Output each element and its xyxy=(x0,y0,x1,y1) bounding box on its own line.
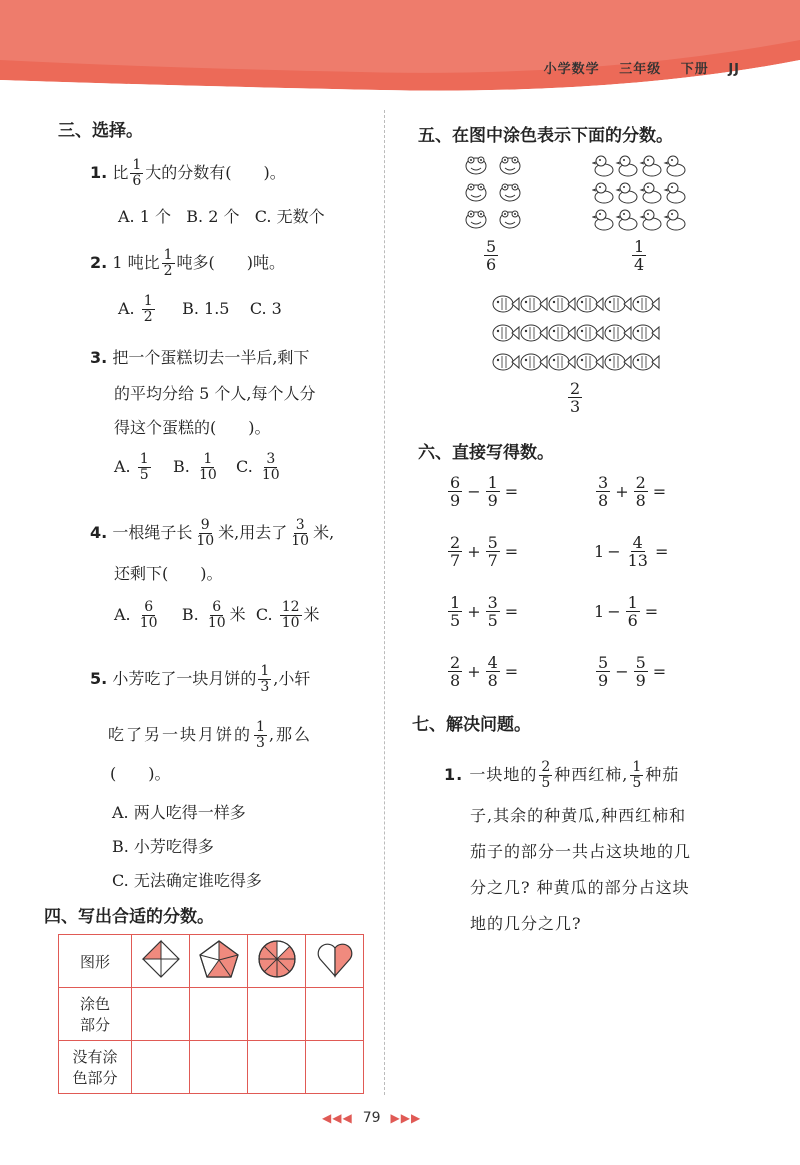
s7-q1-line2: 子,其余的种黄瓜,种西红柿和 xyxy=(470,806,687,825)
option-c[interactable]: C. 3 xyxy=(249,299,282,318)
calc-item-8[interactable]: $\frac{5}{9}$ − $\frac{5}{9}$ = xyxy=(598,653,667,690)
option-a[interactable]: A. $\frac{6}{10}$ xyxy=(114,599,158,631)
calc-item-6[interactable]: 1 − $\frac{1}{6}$ = xyxy=(594,593,659,630)
shape-square-quarters xyxy=(132,935,190,988)
s3-question-2 xyxy=(90,248,285,279)
calc-item-7[interactable]: $\frac{2}{8}$ + $\frac{4}{8}$ = xyxy=(450,653,519,690)
s7-question-1: 1. 一块地的 $\frac{2}{5}$ 种西红柿, $\frac{1}{5}$ 种茄 xyxy=(444,759,680,791)
option-b[interactable]: B. 2 个 xyxy=(186,207,240,226)
frog-icons-grid[interactable] xyxy=(462,152,526,234)
option-a[interactable]: A. 两人吃得一样多 xyxy=(112,803,246,822)
option-b[interactable]: B. $\frac{1}{10}$ xyxy=(173,451,217,483)
shape-circle-eighths xyxy=(248,935,306,988)
q-number: 1. xyxy=(444,765,464,784)
calc-item-2[interactable]: $\frac{3}{8}$ + $\frac{2}{8}$ = xyxy=(598,473,667,510)
section6-title: 六、直接写得数。 xyxy=(418,443,554,463)
s7-q1-line5: 地的几分之几? xyxy=(470,914,582,933)
calc-item-1[interactable]: $\frac{6}{9}$ − $\frac{1}{9}$ = xyxy=(450,473,519,510)
option-c[interactable]: C. $\frac{12}{10}$ 米 xyxy=(255,599,320,631)
s3-q4-line2: 还剩下( )。 xyxy=(114,564,223,583)
answer-cell[interactable] xyxy=(190,1041,248,1094)
s3-question-1 xyxy=(90,158,286,189)
q-number: 3. xyxy=(90,348,108,367)
s3-q2-options xyxy=(118,294,282,325)
answer-cell[interactable] xyxy=(132,1041,190,1094)
option-a[interactable]: A. $\frac{1}{5}$ xyxy=(114,451,149,483)
section3-title: 三、选择。 xyxy=(58,121,143,141)
calc-item-5[interactable]: $\frac{1}{5}$ + $\frac{3}{5}$ = xyxy=(450,593,519,630)
fraction: $\frac{1}{6}$ xyxy=(132,157,142,189)
s3-q4-options xyxy=(114,600,320,631)
answer-cell[interactable] xyxy=(132,988,190,1041)
s7-q1-line3: 茄子的部分一共占这块地的几 xyxy=(470,842,692,861)
fraction: $\frac{1}{2}$ xyxy=(163,247,173,279)
header-info xyxy=(530,58,740,77)
q-text: 把一个蛋糕切去一半后,剩下 xyxy=(112,348,310,367)
section4-title: 四、写出合适的分数。 xyxy=(44,907,214,927)
fraction-label-group2: $\frac{1}{4}$ xyxy=(634,237,645,274)
shape-heart-halves xyxy=(306,935,364,988)
s3-question-4: 4. 一根绳子长 $\frac{9}{10}$ 米,用去了 $\frac{3}{10}$ 米, xyxy=(90,517,335,549)
option-a[interactable]: A. 1 个 xyxy=(118,207,171,226)
row-label-shaded: 涂色 部分 xyxy=(59,988,132,1041)
row-label-unshaded: 没有涂 色部分 xyxy=(59,1041,132,1094)
s3-q3-line2: 的平均分给 5 个人,每个人分 xyxy=(114,384,316,403)
option-c[interactable]: C. $\frac{3}{10}$ xyxy=(236,451,280,483)
q-number: 4. xyxy=(90,523,108,542)
s3-question-5: 5. 小芳吃了一块月饼的 $\frac{1}{3}$ ,小轩 xyxy=(90,663,311,695)
q-text: 吨多( )吨。 xyxy=(176,253,286,272)
option-a[interactable]: A. $\frac{1}{2}$ xyxy=(118,293,153,325)
option-c[interactable]: C. 无法确定谁吃得多 xyxy=(112,871,262,890)
option-b[interactable]: B. 小芳吃得多 xyxy=(112,837,214,856)
q-number: 2. xyxy=(90,253,108,272)
s3-q3-options xyxy=(114,452,284,483)
q-number: 5. xyxy=(90,669,108,688)
next-arrows-icon: ▶▶▶ xyxy=(390,1111,422,1125)
header-grade: 三年级 xyxy=(619,62,662,77)
q-text: 大的分数有( )。 xyxy=(145,163,286,182)
answer-cell[interactable] xyxy=(190,988,248,1041)
answer-cell[interactable] xyxy=(306,1041,364,1094)
s3-q5-line3: ( )。 xyxy=(110,764,171,783)
page-number: 79 xyxy=(362,1110,381,1126)
answer-cell[interactable] xyxy=(306,988,364,1041)
column-divider xyxy=(384,110,385,1095)
fraction-label-group1: $\frac{5}{6}$ xyxy=(486,237,497,274)
shape-pentagon xyxy=(190,935,248,988)
option-b[interactable]: B. $\frac{6}{10}$ 米 xyxy=(181,599,246,631)
s3-question-3 xyxy=(90,348,309,368)
s7-q1-line4: 分之几? 种黄瓜的部分占这块 xyxy=(470,878,690,897)
section7-title: 七、解决问题。 xyxy=(412,715,531,735)
page-footer xyxy=(322,1110,421,1126)
q-text: 比 xyxy=(112,163,129,182)
header-edition: JJ xyxy=(728,62,740,77)
q-number: 1. xyxy=(90,163,108,182)
prev-arrows-icon: ◀◀◀ xyxy=(322,1111,353,1125)
header-subject: 小学数学 xyxy=(543,62,600,77)
header-volume: 下册 xyxy=(680,62,709,77)
answer-cell[interactable] xyxy=(248,988,306,1041)
row-label-shape: 图形 xyxy=(59,935,132,988)
fraction-label-group3: $\frac{2}{3}$ xyxy=(570,379,581,416)
header-band xyxy=(0,0,800,100)
fish-icons-grid[interactable] xyxy=(492,290,660,376)
answer-cell[interactable] xyxy=(248,1041,306,1094)
fraction-table xyxy=(58,934,364,1094)
option-c[interactable]: C. 无数个 xyxy=(254,207,325,226)
q-text: 1 吨比 xyxy=(112,253,160,272)
duck-icons-grid[interactable] xyxy=(592,152,688,234)
option-b[interactable]: B. 1.5 xyxy=(182,299,230,318)
section5-title: 五、在图中涂色表示下面的分数。 xyxy=(418,126,673,146)
s3-q3-line3: 得这个蛋糕的( )。 xyxy=(114,418,271,437)
s3-q1-options xyxy=(118,204,325,227)
calc-item-4[interactable]: 1 − $\frac{4}{13}$ = xyxy=(594,533,669,570)
calc-item-3[interactable]: $\frac{2}{7}$ + $\frac{5}{7}$ = xyxy=(450,533,519,570)
s3-q5-line2: 吃了另一块月饼的 $\frac{1}{3}$ ,那么 xyxy=(108,719,313,751)
